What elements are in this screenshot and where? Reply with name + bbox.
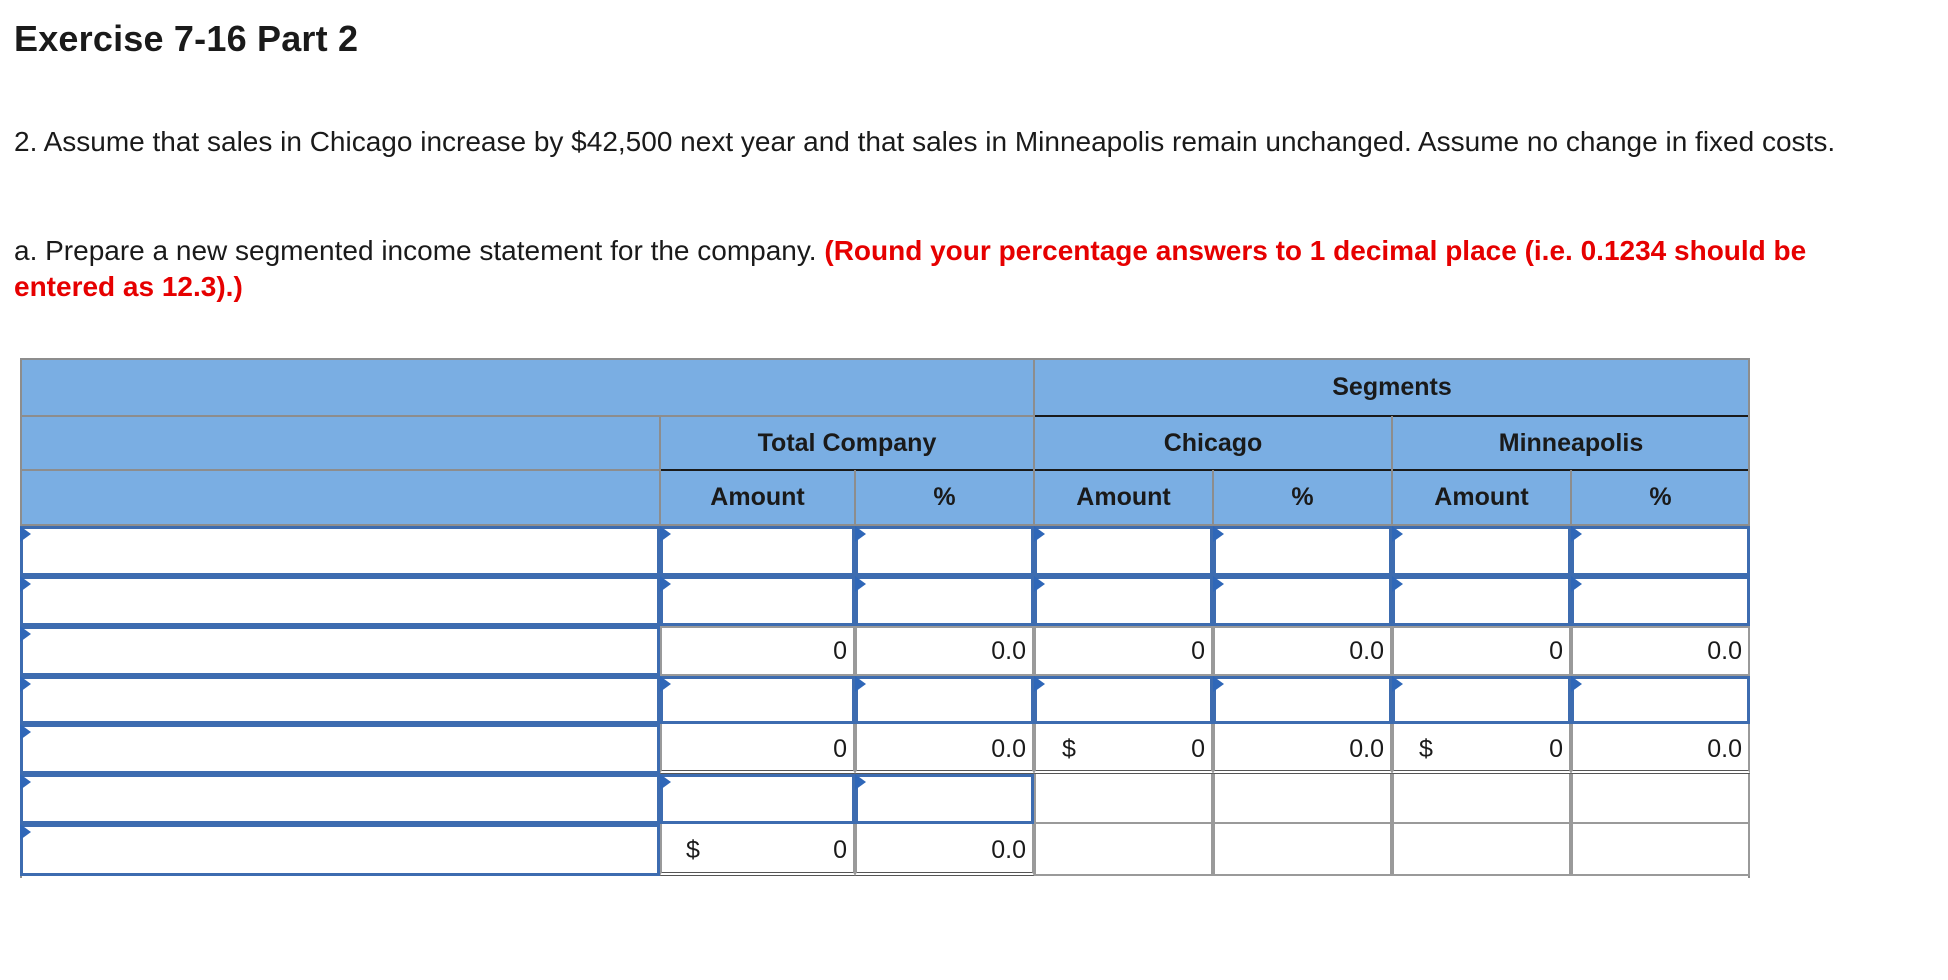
segmented-income-statement-table <box>20 358 1750 878</box>
total-amount-input[interactable] <box>660 576 855 626</box>
chicago-percent-value: 0.0 <box>1349 734 1384 763</box>
row-label-input[interactable] <box>20 824 660 876</box>
question-part-a <box>14 233 1914 305</box>
total-percent-input[interactable] <box>855 774 1034 824</box>
total-percent-input[interactable] <box>855 576 1034 626</box>
total-amount-value: 0 <box>833 636 847 665</box>
total-percent-value: 0.0 <box>991 835 1026 864</box>
row-label-input[interactable] <box>20 576 660 626</box>
empty-cell <box>1392 824 1571 876</box>
chicago-percent-value: 0.0 <box>1349 636 1384 665</box>
minneapolis-percent-input[interactable] <box>1571 526 1750 576</box>
total-amount-input[interactable] <box>660 676 855 724</box>
minneapolis-amount-input[interactable] <box>1392 526 1571 576</box>
rounding-instruction: (Round your percentage answers to 1 decimal place (i.e. 0.1234 should be entered as 12.3).) <box>14 235 1807 302</box>
minneapolis-percent-input[interactable] <box>1571 676 1750 724</box>
header-divider <box>854 470 856 525</box>
total-amount-value: 0 <box>833 734 847 763</box>
row-label-input[interactable] <box>20 626 660 676</box>
header-divider <box>1570 470 1572 525</box>
row-label-input[interactable] <box>20 774 660 824</box>
minneapolis-header <box>1392 416 1750 470</box>
table-border <box>20 358 1750 360</box>
column-header-label: % <box>1649 483 1672 511</box>
row-label-input[interactable] <box>20 676 660 724</box>
column-header-label: Amount <box>710 483 805 511</box>
page-title: Exercise 7-16 Part 2 <box>14 18 359 59</box>
header-divider <box>20 469 660 471</box>
column-header-label: % <box>1291 483 1314 511</box>
minneapolis-percent-input[interactable] <box>1571 576 1750 626</box>
chicago-percent-input[interactable] <box>1213 576 1392 626</box>
chicago-amount-input[interactable] <box>1034 676 1213 724</box>
total-amount-input[interactable] <box>660 774 855 824</box>
segments-header-label: Segments <box>1332 372 1452 401</box>
chicago-amount-input[interactable] <box>1034 576 1213 626</box>
chicago-percent-header <box>1213 470 1392 525</box>
question-part-2: 2. Assume that sales in Chicago increase by $42,500 next year and that sales in Minneapolis remain unchanged. Assume no change in fixed costs. <box>14 126 1836 157</box>
question-part-a-text: a. Prepare a new segmented income statement for the company. <box>14 235 817 266</box>
minneapolis-amount-value: 0 <box>1549 734 1563 763</box>
minneapolis-amount-input[interactable] <box>1392 576 1571 626</box>
minneapolis-amount-header <box>1392 470 1571 525</box>
row-label-input[interactable] <box>20 526 660 576</box>
total-percent-input[interactable] <box>855 526 1034 576</box>
row-label-input[interactable] <box>20 724 660 774</box>
chicago-percent-input[interactable] <box>1213 676 1392 724</box>
chicago-header <box>1034 416 1392 470</box>
header-divider <box>1212 470 1214 525</box>
column-header-label: % <box>933 483 956 511</box>
empty-cell <box>1571 824 1750 876</box>
total-percent-value: 0.0 <box>991 636 1026 665</box>
header-divider <box>1033 358 1035 525</box>
currency-symbol: $ <box>1419 734 1433 763</box>
total-company-label: Total Company <box>757 428 937 457</box>
total-percent-input[interactable] <box>855 676 1034 724</box>
chicago-amount-value: 0 <box>1191 734 1205 763</box>
currency-symbol: $ <box>1062 734 1076 763</box>
minneapolis-percent-value: 0.0 <box>1707 734 1742 763</box>
total-percent-value: 0.0 <box>991 734 1026 763</box>
minneapolis-amount-input[interactable] <box>1392 676 1571 724</box>
currency-symbol: $ <box>686 835 700 864</box>
total-percent-header <box>855 470 1034 525</box>
header-divider <box>1391 416 1393 525</box>
empty-cell <box>1392 774 1571 824</box>
chicago-label: Chicago <box>1163 428 1263 457</box>
minneapolis-percent-header <box>1571 470 1750 525</box>
header-divider <box>660 469 1750 471</box>
segments-header <box>1034 358 1750 416</box>
column-header-label: Amount <box>1076 483 1171 511</box>
chicago-percent-input[interactable] <box>1213 526 1392 576</box>
chicago-amount-header <box>1034 470 1213 525</box>
empty-cell <box>1034 774 1213 824</box>
total-amount-input[interactable] <box>660 526 855 576</box>
header-divider <box>20 415 1034 417</box>
total-amount-value: 0 <box>833 835 847 864</box>
minneapolis-percent-value: 0.0 <box>1707 636 1742 665</box>
minneapolis-amount-value: 0 <box>1549 636 1563 665</box>
minneapolis-label: Minneapolis <box>1498 428 1644 457</box>
empty-cell <box>1034 824 1213 876</box>
total-amount-header <box>660 470 855 525</box>
empty-cell <box>1213 824 1392 876</box>
header-divider <box>659 416 661 525</box>
empty-cell <box>1571 774 1750 824</box>
column-header-label: Amount <box>1434 483 1529 511</box>
total-company-header <box>660 416 1034 470</box>
chicago-amount-value: 0 <box>1191 636 1205 665</box>
chicago-amount-input[interactable] <box>1034 526 1213 576</box>
empty-cell <box>1213 774 1392 824</box>
